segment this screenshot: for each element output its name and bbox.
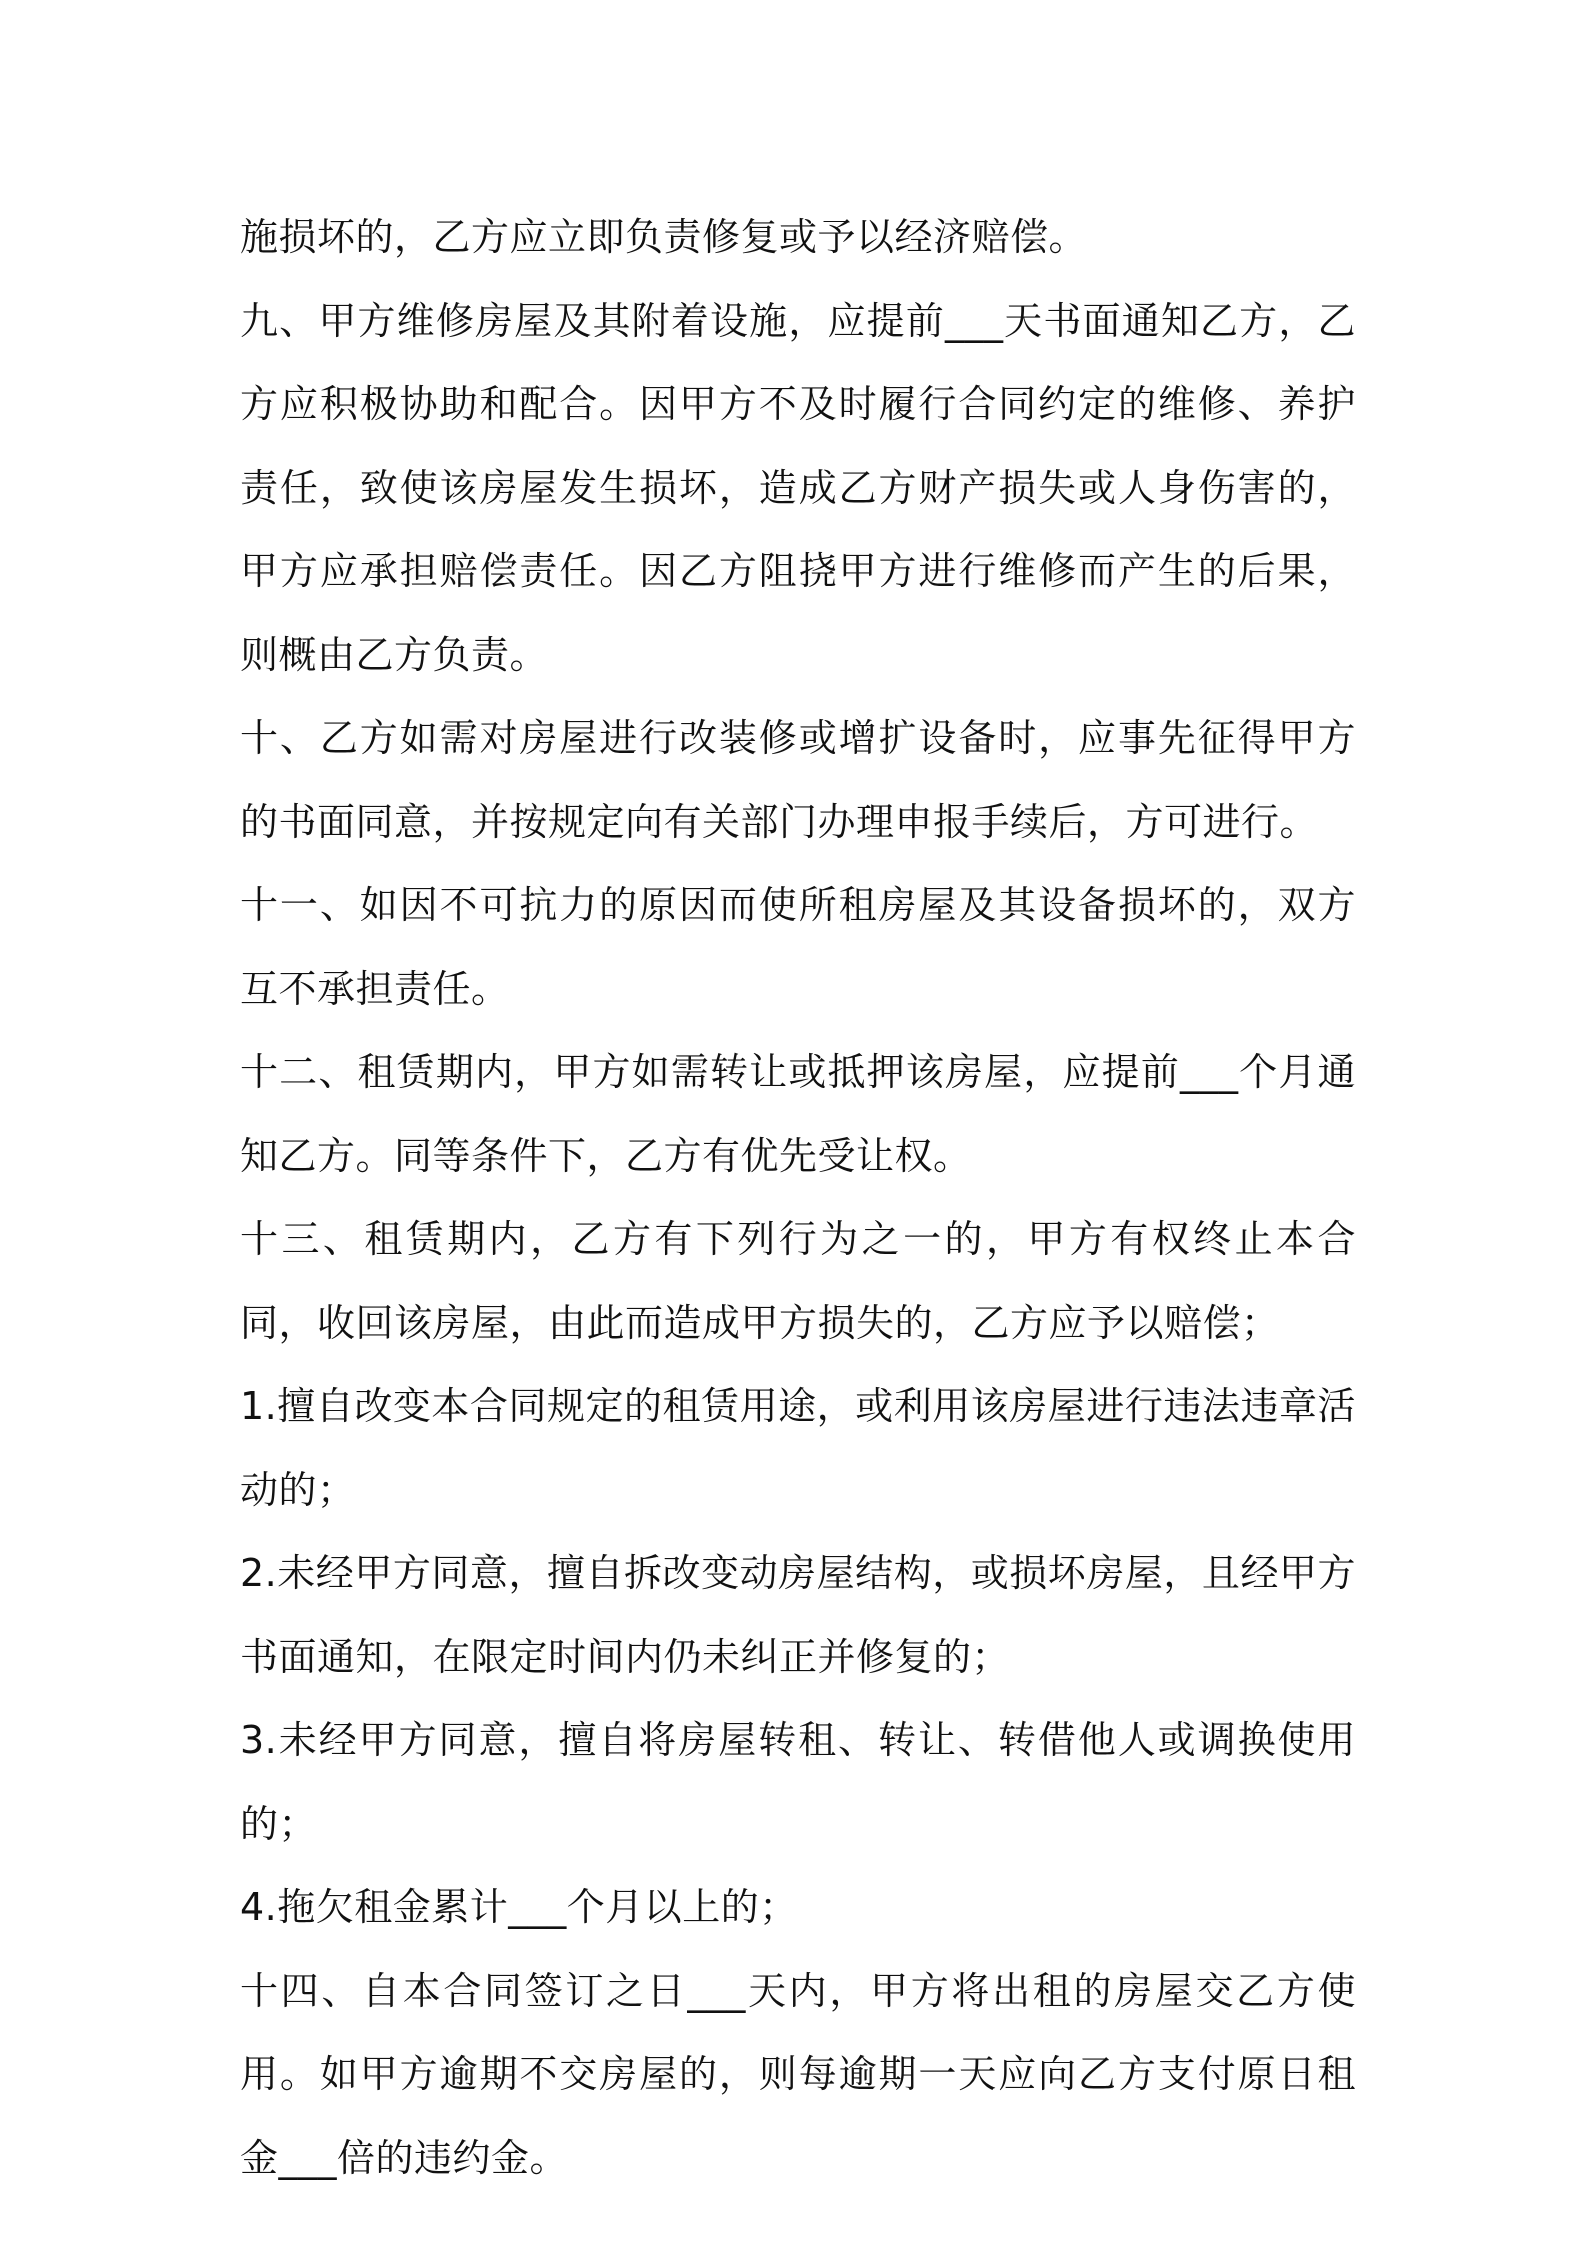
paragraph-clause-14: 十四、自本合同签订之日___天内，甲方将出租的房屋交乙方使用。如甲方逾期不交房屋的，则每逾期一天应向乙方支付原日租金___倍的违约金。: [240, 1968, 1356, 2180]
contract-body: [240, 196, 1356, 2200]
paragraph-clause-13: 十三、租赁期内，乙方有下列行为之一的，甲方有权终止本合同，收回该房屋，由此而造成甲方损失的，乙方应予以赔偿；: [240, 1217, 1356, 1345]
list-item-13-4: 4.拖欠租金累计___个月以上的；: [240, 1885, 798, 1929]
paragraph-clause-12: 十二、租赁期内，甲方如需转让或抵押该房屋，应提前___个月通知乙方。同等条件下，乙方有优先受让权。: [240, 1050, 1356, 1178]
list-item-13-3: 3.未经甲方同意，擅自将房屋转租、转让、转借他人或调换使用的；: [240, 1718, 1356, 1846]
paragraph-clause-11: 十一、如因不可抗力的原因而使所租房屋及其设备损坏的，双方互不承担责任。: [240, 883, 1356, 1011]
paragraph-repair-damage-continuation: 施损坏的，乙方应立即负责修复或予以经济赔偿。: [240, 215, 1088, 259]
list-item-13-2: 2.未经甲方同意，擅自拆改变动房屋结构，或损坏房屋，且经甲方书面通知，在限定时间内仍未纠正并修复的；: [240, 1551, 1356, 1679]
paragraph-clause-9: 九、甲方维修房屋及其附着设施，应提前___天书面通知乙方，乙方应积极协助和配合。因甲方不及时履行合同约定的维修、养护责任，致使该房屋发生损坏，造成乙方财产损失或人身伤害的，甲方应承担赔偿责任。因乙方阻挠甲方进行维修而产生的后果，则概由乙方负责。: [240, 298, 1356, 677]
paragraph-clause-10: 十、乙方如需对房屋进行改装修或增扩设备时，应事先征得甲方的书面同意，并按规定向有关部门办理申报手续后，方可进行。: [240, 716, 1356, 844]
list-item-13-1: 1.擅自改变本合同规定的租赁用途，或利用该房屋进行违法违章活动的；: [240, 1384, 1356, 1512]
